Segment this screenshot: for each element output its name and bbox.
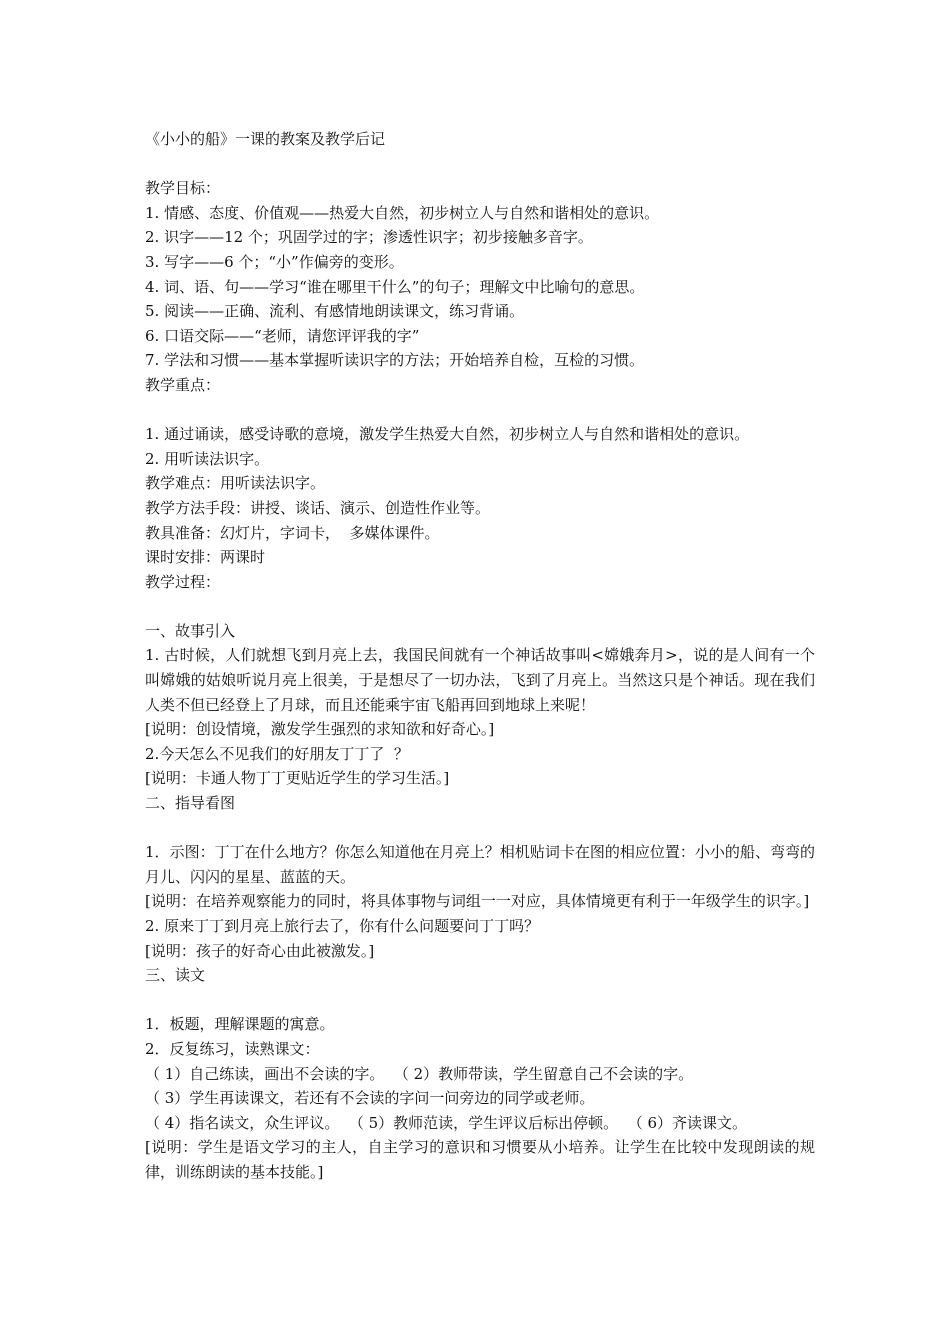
objective-item: 5. 阅读——正确、流利、有感情地朗读课文，练习背诵。 (145, 302, 525, 321)
objective-item: 1. 情感、态度、价值观——热爱大自然，初步树立人与自然和谐相处的意识。 (145, 203, 660, 222)
blank-line (145, 398, 815, 423)
section1-note: [说明：创设情境，激发学生强烈的求知欲和好奇心。] (145, 720, 495, 739)
objective-item: 2. 识字——12 个；巩固学过的字；渗透性识字；初步接触多音字。 (145, 228, 593, 247)
objective-item: 6. 口语交际——“老师，请您评评我的字” (145, 326, 420, 345)
section2-question: 2. 原来丁丁到月亮上旅行去了，你有什么问题要问丁丁吗？ (145, 917, 540, 935)
reading-step: （ 4）指名读文，众生评议。 （ 5）教师范读，学生评议后标出停顿。 （ 6）齐读课文。 (145, 1113, 748, 1132)
section3-note: [说明：学生是语文学习的主人，自主学习的意识和习惯要从小培养。让学生在比较中发现朗读的规律，训练朗读的基本技能。] (145, 1138, 815, 1181)
difficulty-line: 教学难点：用听读法识字。 (145, 474, 326, 493)
objective-item: 4. 词、语、句——学习“谁在哪里干什么”的句子；理解文中比喻句的意思。 (145, 277, 645, 296)
blank-line (145, 594, 815, 619)
blank-line (145, 152, 815, 177)
schedule-line: 课时安排：两课时 (145, 548, 266, 567)
keypoint-item: 2. 用听读法识字。 (145, 449, 270, 468)
reading-step: （ 3）学生再读课文，若还有不会读的字问一问旁边的同学或老师。 (145, 1089, 595, 1108)
blank-line (145, 988, 815, 1013)
section1-question: 2.今天怎么不见我们的好朋友丁丁了 ？ (145, 744, 409, 763)
section3-item: 1．板题，理解课题的寓意。 (145, 1015, 335, 1034)
tools-line: 教具准备：幻灯片，字词卡， 多媒体课件。 (145, 523, 440, 542)
section2-heading: 二、指导看图 (145, 794, 236, 813)
keypoint-item: 1. 通过诵读，感受诗歌的意境，激发学生热爱大自然，初步树立人与自然和谐相处的意识。 (145, 425, 750, 444)
section3-heading: 三、读文 (145, 966, 206, 985)
keypoints-heading: 教学重点： (145, 375, 221, 394)
methods-line: 教学方法手段：讲授、谈话、演示、创造性作业等。 (145, 498, 491, 517)
document-page (145, 127, 815, 1185)
objective-item: 7. 学法和习惯——基本掌握听读识字的方法；开始培养自检，互检的习惯。 (145, 351, 645, 370)
objectives-heading: 教学目标： (145, 179, 221, 198)
process-heading: 教学过程： (145, 572, 221, 591)
section2-paragraph: 1．示图：丁丁在什么地方？你怎么知道他在月亮上？相机贴词卡在图的相应位置：小小的船、弯弯的月儿、闪闪的星星、蓝蓝的天。 (145, 843, 815, 886)
section3-item: 2．反复练习，读熟课文： (145, 1039, 320, 1058)
document-title: 《小小的船》一课的教案及教学后记 (145, 130, 386, 148)
section2-note: [说明：在培养观察能力的同时，将具体事物与词组一一对应，具体情境更有利于一年级学生的识字。] (145, 892, 810, 911)
reading-step: （ 1）自己练读，画出不会读的字。 （ 2）教师带读，学生留意自己不会读的字。 (145, 1064, 694, 1083)
section1-note: [说明：卡通人物丁丁更贴近学生的学习生活。] (145, 769, 450, 788)
blank-line (145, 816, 815, 841)
objective-item: 3. 写字——6 个；“小”作偏旁的变形。 (145, 252, 404, 271)
section1-heading: 一、故事引入 (145, 621, 236, 640)
section2-note: [说明：孩子的好奇心由此被激发。] (145, 941, 375, 960)
section1-paragraph: 1. 古时候，人们就想飞到月亮上去，我国民间就有一个神话故事叫<嫦娥奔月>，说的是人间有一个叫嫦娥的姑娘听说月亮上很美，于是想尽了一切办法，飞到了月亮上。当然这只是个神话。现在我们人类不但已经登上了月球，而且还能乘宇宙飞船再回到地球上来呢！ (145, 646, 815, 714)
